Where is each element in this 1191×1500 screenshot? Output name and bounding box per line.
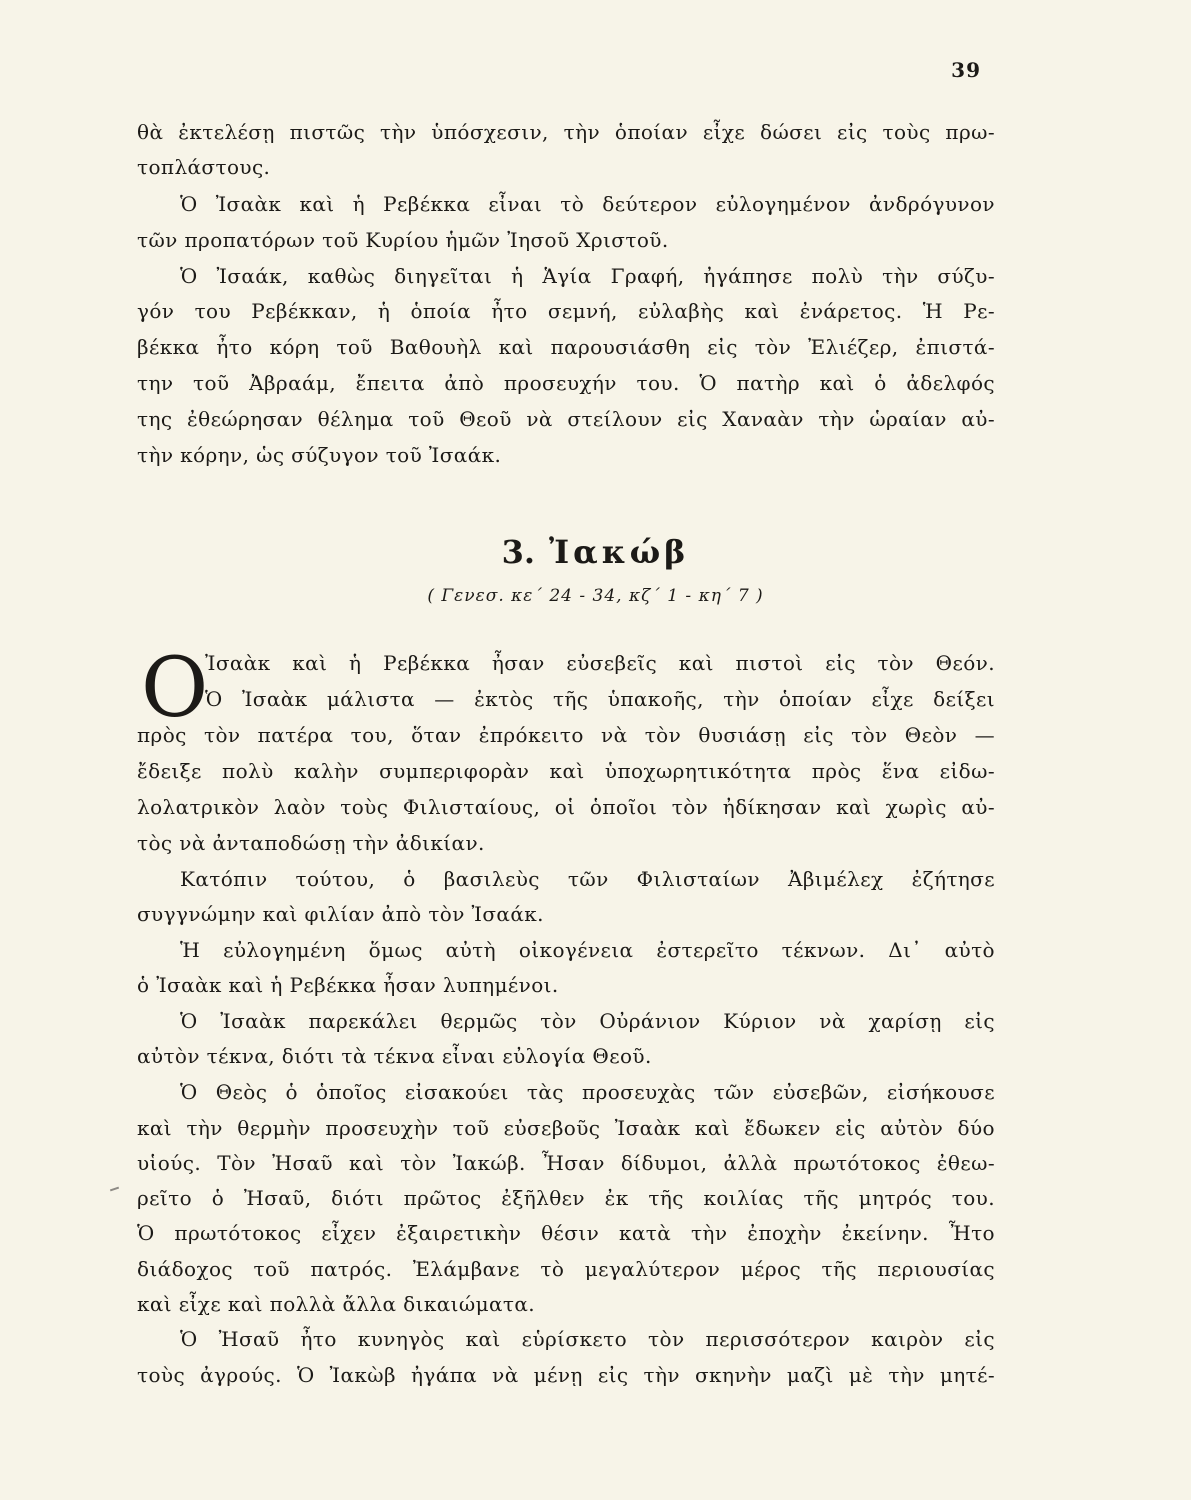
drop-cap: Ο <box>141 641 209 736</box>
section-reference: ( Γενεσ. κε΄ 24 - 34, κζ΄ 1 - κη΄ 7 ) <box>427 586 764 606</box>
text-line: τοὺς ἀγρούς. Ὁ Ἰακὼβ ἠγάπα νὰ μένῃ εἰς τὴν σκηνὴν μαζὶ μὲ τὴν μητέ- <box>137 1363 995 1387</box>
text-line: υἱούς. Τὸν Ἠσαῦ καὶ τὸν Ἰακώβ. Ἦσαν δίδυμοι, ἀλλὰ πρωτότοκος ἐθεω- <box>137 1151 995 1175</box>
text-line: λολατρικὸν λαὸν τοὺς Φιλισταίους, οἱ ὁποῖοι τὸν ἠδίκησαν καὶ χωρὶς αὐ- <box>137 795 995 819</box>
text-line: συγγνώμην καὶ φιλίαν ἀπὸ τὸν Ἰσαάκ. <box>137 902 544 926</box>
text-line: ὁ Ἰσαὰκ καὶ ἡ Ρεβέκκα ἦσαν λυπημένοι. <box>137 973 559 997</box>
section-heading <box>0 532 1191 572</box>
text-line: καὶ εἶχε καὶ πολλὰ ἄλλα δικαιώματα. <box>137 1292 536 1316</box>
text-line: Ὁ Ἰσαὰκ παρεκάλει θερμῶς τὸν Οὐράνιον Κύριον νὰ χαρίσῃ εἰς <box>180 1009 995 1033</box>
text-line: αὐτὸν τέκνα, διότι τὰ τέκνα εἶναι εὐλογία Θεοῦ. <box>137 1044 652 1068</box>
text-line: Ὁ Ἰσαὰκ μάλιστα — ἐκτὸς τῆς ὑπακοῆς, τὴν ὁποίαν εἶχε δείξει <box>205 687 995 711</box>
text-line: πρὸς τὸν πατέρα του, ὅταν ἐπρόκειτο νὰ τὸν θυσιάσῃ εἰς τὸν Θεὸν — <box>137 723 995 747</box>
text-line: Ὁ Ἰσαάκ, καθὼς διηγεῖται ἡ Ἁγία Γραφή, ἠγάπησε πολὺ τὴν σύζυ- <box>180 264 995 288</box>
text-line: διάδοχος τοῦ πατρός. Ἐλάμβανε τὸ μεγαλύτερον μέρος τῆς περιουσίας <box>137 1257 995 1281</box>
page-number: 39 <box>951 58 981 82</box>
text-line: της ἐθεώρησαν θέλημα τοῦ Θεοῦ νὰ στείλουν εἰς Χαναὰν τὴν ὡραίαν αὐ- <box>137 407 995 431</box>
text-line: Ὁ Ἰσαὰκ καὶ ἡ Ρεβέκκα εἶναι τὸ δεύτερον εὐλογημένον ἀνδρόγυνον <box>180 192 995 216</box>
text-line: Ὁ Θεὸς ὁ ὁποῖος εἰσακούει τὰς προσευχὰς τῶν εὐσεβῶν, εἰσήκουσε <box>180 1080 995 1104</box>
text-line: τὸς νὰ ἀνταποδώσῃ τὴν ἀδικίαν. <box>137 831 485 855</box>
text-line: Ἡ εὐλογημένη ὅμως αὐτὴ οἰκογένεια ἐστερεῖτο τέκνων. Δι᾿ αὐτὸ <box>180 938 995 962</box>
text-line: Ὁ Ἠσαῦ ἦτο κυνηγὸς καὶ εὑρίσκετο τὸν περισσότερον καιρὸν εἰς <box>180 1327 995 1351</box>
section-title: Ἰακώβ <box>548 533 690 571</box>
text-line: τοπλάστους. <box>137 155 271 179</box>
section-number: 3. <box>501 533 535 571</box>
text-line: θὰ ἐκτελέσῃ πιστῶς τὴν ὑπόσχεσιν, τὴν ὁποίαν εἶχε δώσει εἰς τοὺς πρω- <box>137 120 995 144</box>
text-line: ἔδειξε πολὺ καλὴν συμπεριφορὰν καὶ ὑποχωρητικότητα πρὸς ἕνα εἰδω- <box>137 759 995 783</box>
text-line: την τοῦ Ἀβραάμ, ἔπειτα ἀπὸ προσευχήν του. Ὁ πατὴρ καὶ ὁ ἀδελφός <box>137 371 995 395</box>
text-line: ρεῖτο ὁ Ἠσαῦ, διότι πρῶτος ἐξῆλθεν ἐκ τῆς κοιλίας τῆς μητρός του. <box>137 1186 995 1210</box>
margin-mark <box>110 1187 119 1192</box>
text-line: τὴν κόρην, ὡς σύζυγον τοῦ Ἰσαάκ. <box>137 443 502 467</box>
text-line: τῶν προπατόρων τοῦ Κυρίου ἡμῶν Ἰησοῦ Χριστοῦ. <box>137 228 669 252</box>
text-line: καὶ τὴν θερμὴν προσευχὴν τοῦ εὐσεβοῦς Ἰσαὰκ καὶ ἔδωκεν εἰς αὐτὸν δύο <box>137 1116 995 1140</box>
text-line: Ὁ πρωτότοκος εἶχεν ἐξαιρετικὴν θέσιν κατὰ τὴν ἐποχὴν ἐκείνην. Ἦτο <box>137 1221 995 1245</box>
text-line: βέκκα ἦτο κόρη τοῦ Βαθουὴλ καὶ παρουσιάσθη εἰς τὸν Ἐλιέζερ, ἐπιστά- <box>137 335 995 359</box>
text-line: γόν του Ρεβέκκαν, ἡ ὁποία ἦτο σεμνή, εὐλαβὴς καὶ ἐνάρετος. Ἡ Ρε- <box>137 299 995 323</box>
text-line: Ἰσαὰκ καὶ ἡ Ρεβέκκα ἦσαν εὐσεβεῖς καὶ πιστοὶ εἰς τὸν Θεόν. <box>205 651 995 675</box>
text-line: Κατόπιν τούτου, ὁ βασιλεὺς τῶν Φιλισταίων Ἀβιμέλεχ ἐζήτησε <box>180 867 995 891</box>
